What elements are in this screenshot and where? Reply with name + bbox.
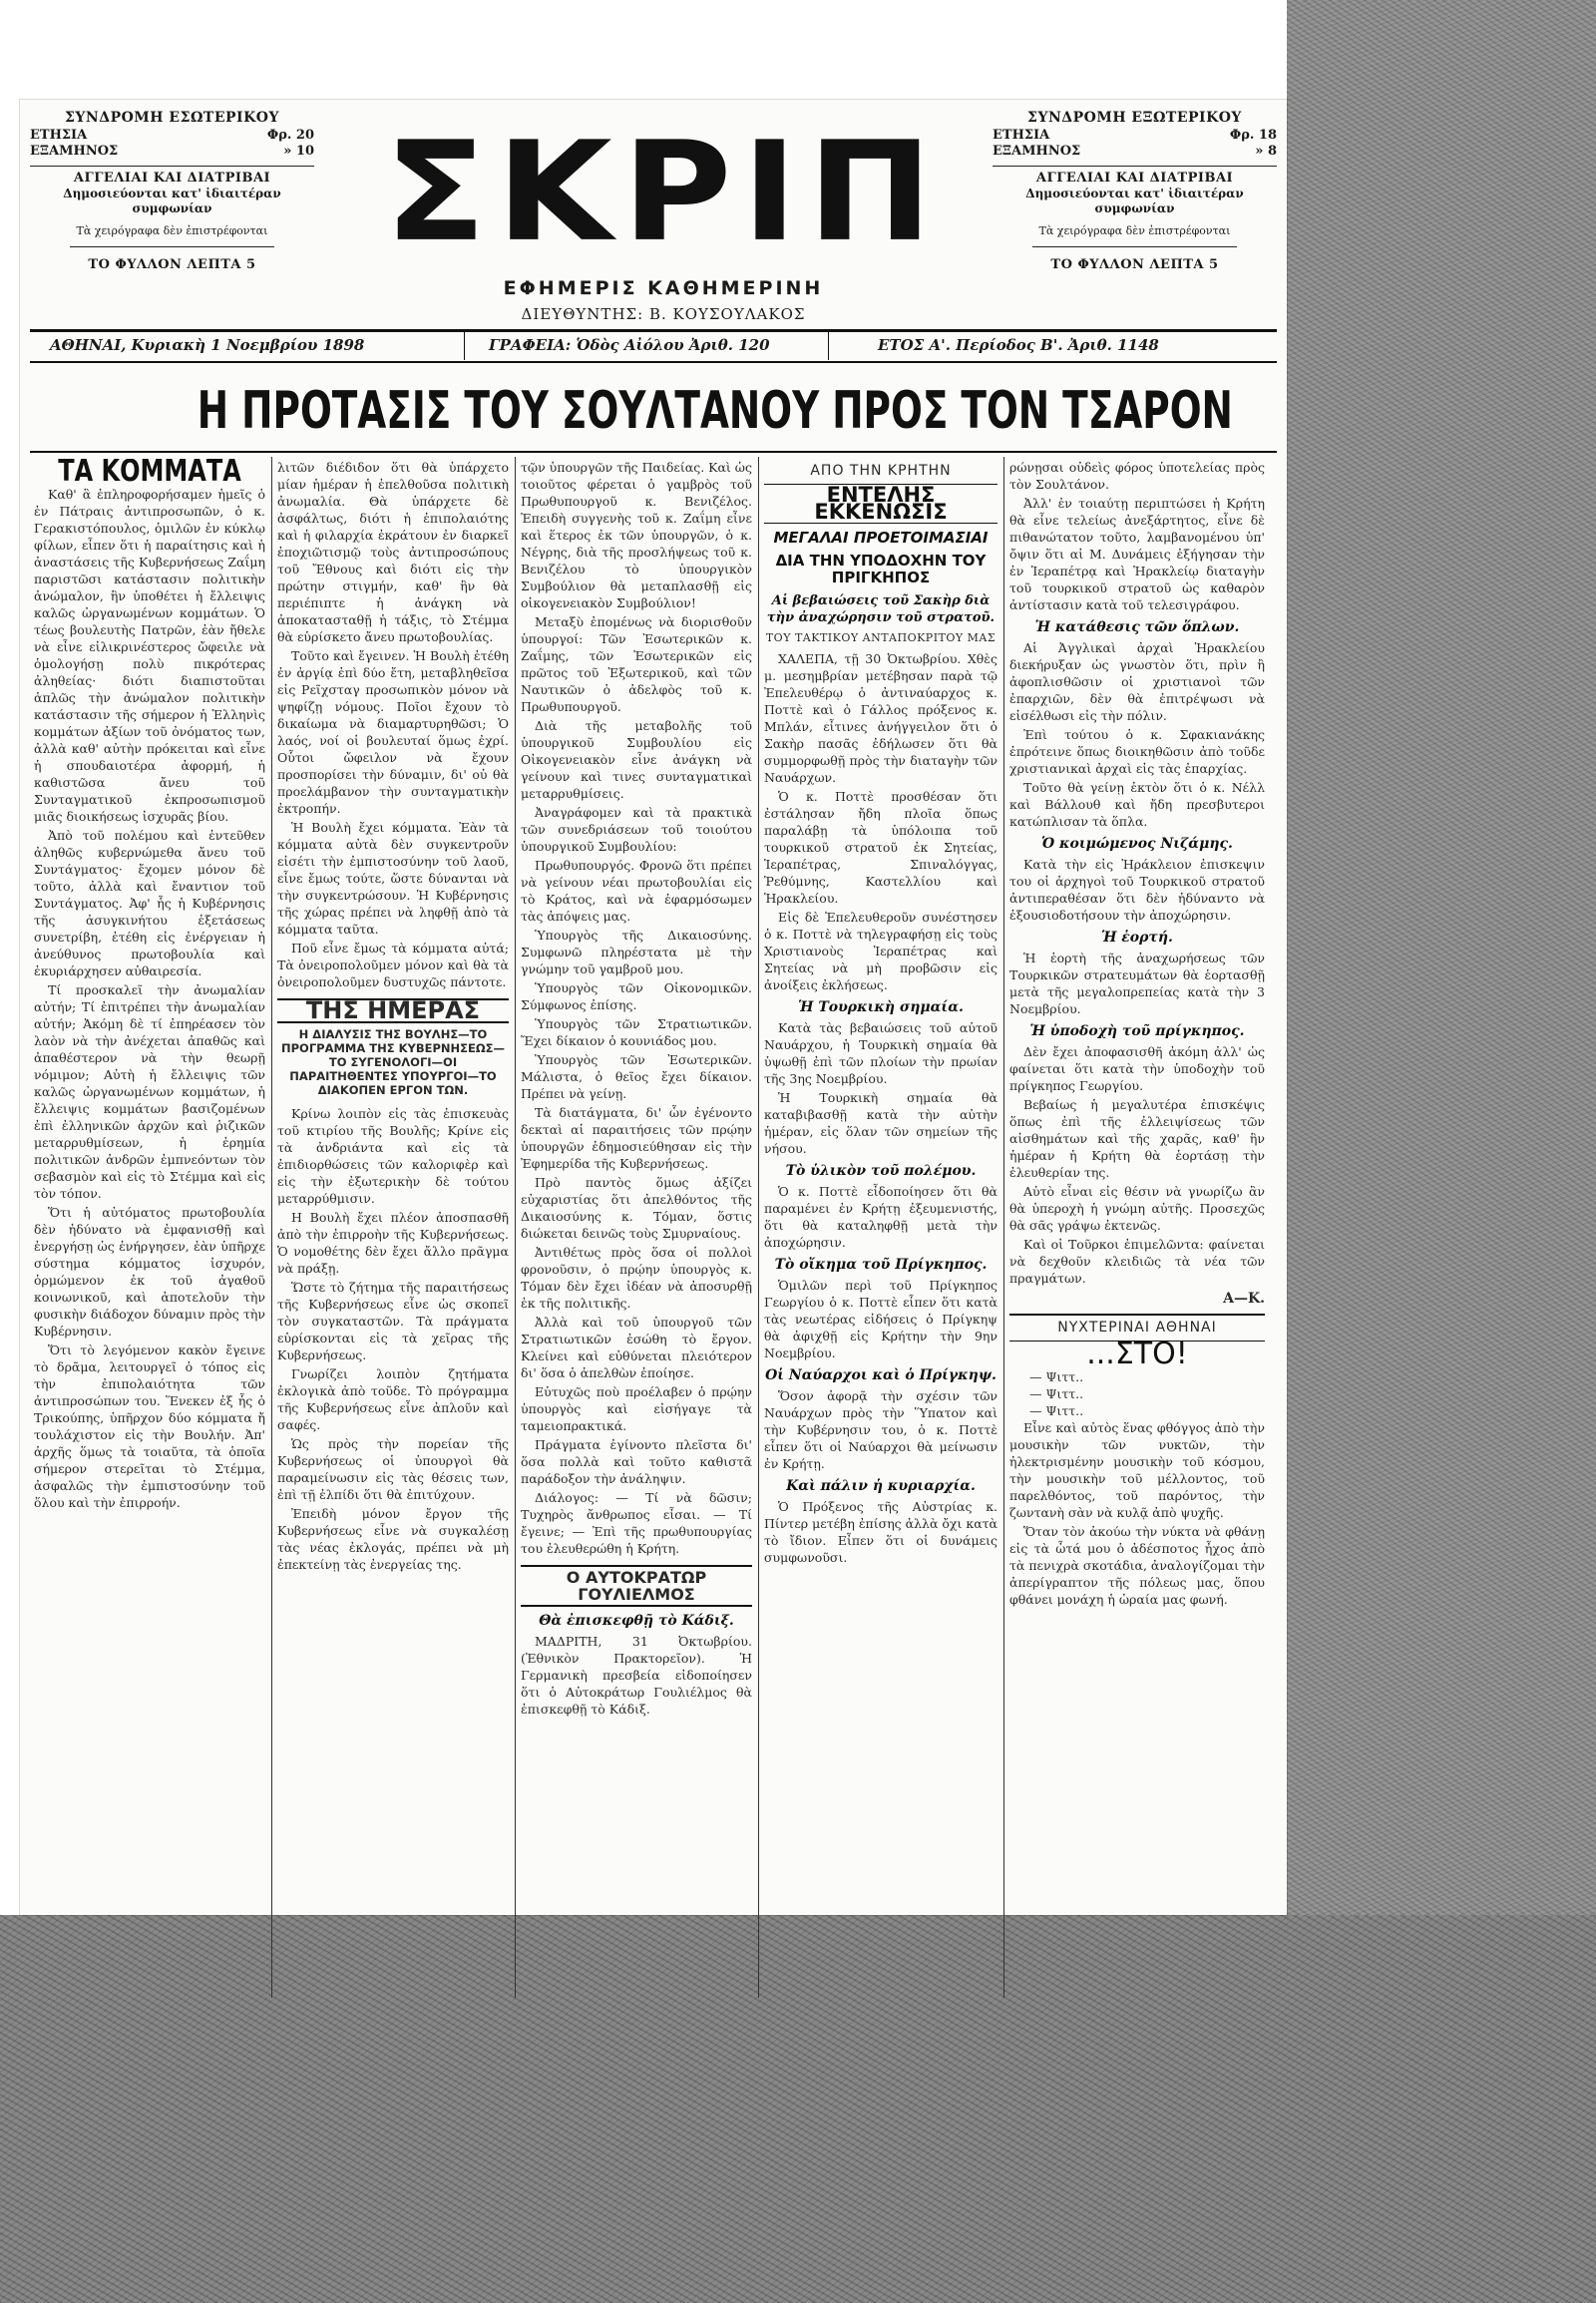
article-paragraph: Κρίνω λοιπὸν εἰς τὰς ἐπισκευὰς τοῦ κτιρίου τῆς Βουλῆς; Κρίνε εἰς τὰ ἀνδριάντα καὶ εἰς τὰ ἐπιδιορθώσεις τῶν καλοριφὲρ καὶ εἰς τὴν ἐξωτερικὴν δὲ τούτου μεταρρύθμισιν. <box>277 1106 509 1206</box>
column-3 <box>521 459 752 1995</box>
article-paragraph: Ἡ Βουλὴ ἔχει κόμματα. Ἐὰν τὰ κόμματα αὐτὰ δὲν συγκεντροῦν εἰσέτι τὴν ἐμπιστοσύνην τοῦ λαοῦ, εἶνε ἔμως τούτε, ὥστε δύνανται νὰ τὴν συγκεντρώσουν. Ἡ Κυβέρνησις τῆς χώρας πρέπει νὰ ληφθῇ ἀπὸ τὰ κόμματα ταῦτα. <box>277 820 509 937</box>
article-paragraph: Κατὰ τὴν εἰς Ἡράκλειον ἐπισκεψιν του οἱ ἀρχηγοὶ τοῦ Τουρκικοῦ στρατοῦ ἀντιπεραθέσαν ὅτι δὲν ἠδύναντο νὰ ἐξουσιοδοτήσουν τὴν ἀποχώρησιν. <box>1009 857 1265 923</box>
article-paragraph: Ποῦ εἶνε ἔμως τὰ κόμματα αὐτά; Τὰ ὀνειροπολοῦμεν μόνον καὶ θὰ τὰ ὀνειροπολοῦμεν δυστυχῶς πάντοτε. <box>277 941 509 989</box>
section-title: ΤΗΣ ΗΜΕΡΑΣ <box>277 998 509 1023</box>
article-paragraph: Πράγματα ἐγίνοντο πλεῖστα δι' ὅσα πολλὰ καὶ τοῦτο καθιστᾶ παράδοξον τὴν ἀνάληψιν. <box>521 1437 752 1486</box>
newspaper-page <box>20 100 1287 1915</box>
headline-rule <box>30 451 1277 453</box>
article-paragraph: Ὑπουργὸς τῶν Στρατιωτικῶν. Ἔχει δίκαιον ὁ κουνιάδος μου. <box>521 1016 752 1048</box>
article-paragraph: ρώνῃσαι οὐδεὶς φόρος ὑποτελείας πρὸς τὸν Σουλτάνον. <box>1009 460 1265 492</box>
subscription-title: ΣΥΝΔΡΟΜΗ ΕΞΩΤΕΡΙΚΟΥ <box>1027 110 1242 126</box>
article-paragraph: λιτῶν διέδιδον ὅτι θὰ ὑπάρχετο μίαν ἡμέραν ἡ ἐπελθοῦσα πολιτικὴ ἀνωμαλία. Θὰ ὑπάρχετε δὲ ἀσφάλτως, διότι ἡ ἐπιπολαιότης καὶ ἡ φιλαρχία ἐκράτουν ἐν διαρκεῖ ἐποχιῶτισμῷ τοὺς ἀντιπροσώπους τοῦ Ἔθνους καὶ διότι εἰς τὴν πρώτην στιγμήν, καθ' ἣν θὰ περιέπιπτε ἡ ἀνάγκη νὰ ἀποκατασταθῇ ἡ τάξις, τὸ Στέμμα θὰ εὑρίσκετο ἄνευ πρωτοβουλίας. <box>277 460 509 644</box>
column-divider <box>271 457 272 1998</box>
article-subhead: Οἱ Ναύαρχοι καὶ ὁ Πρίγκηψ. <box>765 1367 997 1383</box>
article-paragraph: Ὁ κ. Ποττὲ εἶδοποίησεν ὅτι θὰ παραμένει ἐν Κρήτῃ ἐξευμενιστής, ὅτι θὰ καταληφθῇ μετὰ τὴν ἀποχώρησιν. <box>764 1184 998 1250</box>
article-paragraph: Τί προσκαλεῖ τὴν ἀνωμαλίαν αὐτήν; Τί ἐπιτρέπει τὴν ἀνωμαλίαν αὐτήν; Ἀκόμη δὲ τί ἐπηρέασεν τὸν λαὸν νὰ τὴν ἀνέχεται ἀπαθῶς καὶ ἀπαθέστερον νὰ τὴν θεωρῇ νόμιμον; Αὐτὴ ἡ ἔλλειψις τῶν καλῶς ὠργανωμένων κομμάτων, ἡ ἔλλειψις κομμάτων βασιζομένων ἐπὶ ἐλληνικῶν ἀρχῶν καὶ ῥιζικῶν μεταρρυθμίσεων, ἡ ἐρημία πολιτικῶν ἀνδρῶν ἐμπνεόντων τὸν σεβασμὸν καὶ εἰς τὸ Στέμμα καὶ εἰς τὸν τόπον. <box>34 982 265 1201</box>
issue-price: ΤΟ ΦΥΛΛΟΝ ΛΕΠΤΑ 5 <box>1050 257 1219 272</box>
article-paragraph: Εὐτυχῶς ποὺ προέλαβεν ὁ πρῴην ὑπουργὸς καὶ εἰσήγαγε τὰ ταμειοπρακτικά. <box>521 1384 752 1433</box>
article-paragraph: Ὅσον ἀφορᾷ τὴν σχέσιν τῶν Ναυάρχων πρὸς τὴν Ὕπατον καὶ τὴν Κυβέρνησιν του, ὁ κ. Ποττὲ εἶπεν ὅτι οἱ Ναύαρχοι θὰ μείνωσιν ἐν Κρήτῃ. <box>764 1388 998 1471</box>
article-paragraph: Η Βουλὴ ἔχει πλέον ἀποσπασθῆ ἀπὸ τὴν ἐπιρροὴν τῆς Κυβερνήσεως. Ὁ νομοθέτης δὲν ἔχει ἄλλο πρᾶγμα νὰ πράξῃ. <box>277 1210 509 1276</box>
article-paragraph: Βεβαίως ἡ μεγαλυτέρα ἐπισκέψις ὅπως ἐπὶ τῆς ἐλλειψίσεως τῶν αἰσθημάτων καὶ τῆς χαρᾶς, καθ' ἣν ἡμέραν ἡ Κρήτη θὰ ἑορτάσῃ τὴν ἐλευθερίαν της. <box>1009 1097 1265 1180</box>
article-title: ΤΑ ΚΟΜΜΑΤΑ <box>58 459 241 489</box>
article-paragraph: Τοῦτο καὶ ἔγεινεν. Ἡ Βουλὴ ἐτέθη ἐν ἀργίᾳ ἐπὶ δύο ἔτη, μεταβληθεῖσα εἰς Ρεῖχσταγ προσωπικὸν μόνον νὰ ψηφίζῃ νόμους. Ποῖοι ἔχουν τὸ δικαίωμα νὰ διαμαρτυρηθῶσι; Ὁ λαός, νοί οἱ βουλευταί ὅμως ἐχρί. Οὗτοι ὤφειλον νὰ ἔχουν προσπορίσει τὴν δύναμιν, δι' οὐ θὰ προελάμβανον τὴν συνταγματικὴν ἐκτροπήν. <box>277 648 509 816</box>
manuscripts-note: Τὰ χειρόγραφα δὲν ἐπιστρέφονται <box>76 224 268 238</box>
section-title: Ο ΑΥΤΟΚΡΑΤΩΡ ΓΟΥΛΙΕΛΜΟΣ <box>521 1565 752 1607</box>
column-4 <box>764 459 998 1995</box>
article-subhead: Ὁ κοιμώμενος Νιζάμης. <box>1041 836 1233 852</box>
article-subhead: Τὸ ὑλικὸν τοῦ πολέμου. <box>785 1163 977 1179</box>
article-paragraph: Ὑπουργὸς τῶν Οἰκονομικῶν. Σύμφωνος ἐπίσης. <box>521 980 752 1012</box>
article-paragraph: Ἀλλ' ἐν τοιαύτῃ περιπτώσει ἡ Κρήτη θὰ εἶνε τελείως ἀνεξάρτητος, εἶνε δὲ πιθανώτατον τοῦτο, λαμβανομένου ὑπ' ὄψιν ὅτι αἱ Μ. Δυνάμεις ἐξήγησαν τὴν ἐν Ἱεραπέτρᾳ καὶ Ἡρακλείῳ διαταγὴν τοῦ τουρκικοῦ στρατοῦ ὡς καθαρὸν ἀντίστασιν κατὰ τοῦ τελεσιγράφου. <box>1009 496 1265 612</box>
article-subhead: Ἡ Τουρκικὴ σημαία. <box>798 999 964 1015</box>
article-paragraph: Εἰς δὲ Ἐπελευθεροῦν συνέστησεν ὁ κ. Ποττὲ νὰ τηλεγραφήσῃ εἰς τοὺς Χριστιανοὺς Ἱεραπέτρας καὶ Σητείας νὰ μὴ προβῶσιν εἰς ἀνοίξεις ἐκλήσεως. <box>764 910 998 992</box>
article-paragraph: Ἐπὶ τούτου ὁ κ. Σφακιανάκης ἐπρότεινε ὅπως διοικηθῶσιν ἀπὸ τοῦδε χριστιανικαὶ ἀρχαὶ εἰς τὰς ἐπαρχίας. <box>1009 727 1265 776</box>
subscription-title: ΣΥΝΔΡΟΜΗ ΕΣΩΤΕΡΙΚΟΥ <box>65 110 279 126</box>
article-paragraph: Τὰ διατάγματα, δι' ὧν ἐγένοντο δεκταὶ αἱ παραιτήσεις τῶν πρῴην ὑπουργῶν ἐδημοσιεύθησαν εἰς τὴν Ἐφημερίδα τῆς Κυβερνήσεως. <box>521 1105 752 1171</box>
column-divider <box>758 457 759 1998</box>
article-paragraph: ΜΑΔΡΙΤΗ, 31 Ὀκτωβρίου. (Ἐθνικὸν Πρακτορεῖον). Ἡ Γερμανικὴ πρεσβεία εἰδοποίησεν ὅτι ὁ Αὐτοκράτωρ Γουλιέλμος θὰ ἐπισκεφθῇ τὸ Κάδιξ. <box>521 1634 752 1717</box>
ads-title: ΑΓΓΕΛΙΑΙ ΚΑΙ ΔΙΑΤΡΙΒΑΙ <box>73 171 271 186</box>
office-address: ΓΡΑΦΕΙΑ: Ὁδὸς Αἰόλου Ἀριθ. 120 <box>489 336 770 354</box>
subscription-row: ΕΤΗΣΙΑ Φρ. 20 <box>30 127 314 143</box>
article-paragraph: Καὶ οἱ Τοῦρκοι ἐπιμελῶντα: φαίνεται νὰ δεχθοῦν κλειδιῶς τὰ νέα τῶν πραγμάτων. <box>1009 1237 1265 1286</box>
feature-title: ...ΣΤΟ! <box>1009 1341 1265 1362</box>
feature-line: — Ψιττ.. <box>1029 1386 1084 1401</box>
article-paragraph: Πρὸ παντὸς ὅμως ἀξίζει εὐχαριστίας ὅτι ἀπελθόντος τῆς Δικαιοσύνης κ. Τόμαν, ὅστις διώκεται δεινῶς τοὺς Σμυρναίους. <box>521 1175 752 1241</box>
article-paragraph: Ὥστε τὸ ζήτημα τῆς παραιτήσεως τῆς Κυβερνήσεως εἶνε ὡς σκοπεῖ τὸν συγκαταστῶν. Τὰ πράγματα εὑρίσκονται εἰς τὰ χεῖρας τῆς Κυβερνήσεως. <box>277 1280 509 1362</box>
subscription-box-foreign <box>993 110 1277 273</box>
article-subhead: Τὸ οἴκημα τοῦ Πρίγκηπος. <box>774 1257 988 1273</box>
ads-note: Δημοσιεύονται κατ' ἰδιαιτέραν συμφωνίαν <box>1025 187 1244 216</box>
article-paragraph: Ἀλλὰ καὶ τοῦ ὑπουργοῦ τῶν Στρατιωτικῶν ἐσώθη τὸ ἔργον. Κλείνει καὶ εὐθύνεται πλειότερον δι' ὅσα ὁ ἀπελθὼν ἐποίησε. <box>521 1315 752 1380</box>
manuscripts-note: Τὰ χειρόγραφα δὲν ἐπιστρέφονται <box>1038 224 1231 238</box>
article-paragraph: Ὁμιλῶν περὶ τοῦ Πρίγκηπος Γεωργίου ὁ κ. Ποττὲ εἶπεν ὅτι κατὰ τὰς νεωτέρας εἰδήσεις ὁ Πρίγκηψ θὰ ἀφιχθῇ εἰς Κρήτην τὴν 9ην Νοεμβρίου. <box>764 1278 998 1360</box>
feature-line: — Ψιττ.. <box>1029 1369 1084 1384</box>
column-5 <box>1009 459 1265 1995</box>
issue-date: ΑΘΗΝΑΙ, Κυριακὴ 1 Νοεμβρίου 1898 <box>50 336 365 354</box>
article-kicker: ΑΠΟ ΤΗΝ ΚΡΗΤΗΝ <box>810 463 952 479</box>
article-paragraph: Εἶνε καὶ αὐτὸς ἕνας φθόγγος ἀπὸ τὴν μουσικὴν τῶν νυκτῶν, τὴν ἠλεκτρισμένην μουσικὴν τοῦ κόσμου, τὴν μουσικὴν τοῦ μέλλοντος, τοῦ παρελθόντος, τοῦ παρόντος, τὴν ζωντανὴ σὰν νὰ κυλᾷ ἀπὸ ψυχῆς. <box>1009 1420 1265 1520</box>
article-paragraph: Κατὰ τὰς βεβαιώσεις τοῦ αὐτοῦ Ναυάρχου, ἡ Τουρκικὴ σημαία θὰ ὑψωθῇ ἐπὶ τῶν πλοίων τὴν πρωίαν τῆς 3ης Νοεμβρίου. <box>764 1020 998 1086</box>
article-title: ΕΝΤΕΛΗΣ ΕΚΚΕΝΩΣΙΣ <box>764 484 998 524</box>
article-paragraph: ΧΑΛΕΠΑ, τῇ 30 Ὀκτωβρίου. Χθὲς μ. μεσημβρίαν μετέβησαν παρὰ τῷ Ἐπελευθέρῳ ὁ ἀντιναύαρχος κ. Ποττὲ καὶ ὁ Γάλλος πρόξενος κ. Μπλάν, εἶτινες ἀνήγγειλον ὅτι ὁ Σακὴρ πασᾶς ἐδήλωσεν ὅτι θὰ συμμορφωθῇ πρὸς τὴν διαταγὴν τῶν Ναυάρχων. <box>764 651 998 785</box>
article-paragraph: Αἱ Ἀγγλικαὶ ἀρχαὶ Ἡρακλείου διεκήρυξαν ὡς γνωστὸν ὅτι, πρὶν ἢ ἀφοπλισθῶσιν οἱ χριστιανοὶ τῶν ἐπαρχιῶν, δὲν θὰ ἐπιτρέψωσι νὰ εἰσέλθωσι εἰς τὴν πόλιν. <box>1009 640 1265 723</box>
article-paragraph: τῷν ὑπουργῶν τῆς Παιδείας. Καὶ ὡς τοιοῦτος φέρεται ὁ γαμβρὸς τοῦ Πρωθυπουργοῦ κ. Βενιζέλος. Ἐπειδὴ συγγενὴς τοῦ κ. Ζαΐμη εἶνε καὶ ἕτερος ἐκ τῶν ὑπουργῶν, ὁ κ. Νέγρης, διὰ τῆς προσλήψεως τοῦ κ. Βενιζέλου τὸ ὑπουργικὸν Συμβούλιον θὰ μεταπλασθῇ εἰς οἰκογενειακὸν Συμβούλιον! <box>521 460 752 610</box>
article-paragraph: Ὑπουργὸς τῶν Ἐσωτερικῶν. Μάλιστα, ὁ θεῖος ἔχει δίκαιον. Πρέπει νὰ γείνῃ. <box>521 1052 752 1101</box>
article-subhead: Ἡ ὑποδοχὴ τοῦ πρίγκηπος. <box>1029 1023 1245 1039</box>
article-paragraph: Διὰ τῆς μεταβολῆς τοῦ ὑπουργικοῦ Συμβουλίου εἰς Οἰκογενειακὸν εἶνε ἀνάγκη νὰ γείνουν καὶ τινες συνταγματικαὶ μεταρρυθμίσεις. <box>521 718 752 801</box>
feature-line: — Ψιττ.. <box>1029 1403 1084 1418</box>
section-subtitle: Η ΔΙΑΛΥΣΙΣ ΤΗΣ ΒΟΥΛΗΣ—ΤΟ ΠΡΟΓΡΑΜΜΑ ΤΗΣ ΚΥΒΕΡΝΗΣΕΩΣ—ΤΟ ΣΥΓΕΝΟΛΟΓΙ—ΟΙ ΠΑΡΑΙΤΗΘΕΝΤΕΣ ΥΠΟΥΡΓΟΙ—ΤΟ ΔΙΑΚΟΠΕΝ ΕΡΓΟΝ ΤΩΝ. <box>281 1027 505 1097</box>
column-1 <box>34 459 265 1995</box>
article-paragraph: Ἡ Τουρκικὴ σημαία θὰ καταβιβασθῇ κατὰ τὴν αὐτὴν ἡμέραν, εἰς ὅλαν τῶν σημείων τῆς νήσου. <box>764 1090 998 1156</box>
article-paragraph: Ἡ ἑορτὴ τῆς ἀναχωρήσεως τῶν Τουρκικῶν στρατευμάτων θὰ ἑορτασθῇ μετὰ τῆς μεγαλοπρεπείας κατὰ τὴν 3 Νοεμβρίου. <box>1009 951 1265 1016</box>
article-lead: Αἱ βεβαιώσεις τοῦ Σακὴρ διὰ τὴν ἀναχώρησιν τοῦ στρατοῦ. <box>766 593 996 625</box>
article-paragraph: Ὅταν τὸν ἀκούω τὴν νύκτα νὰ φθάνῃ εἰς τὰ ὦτά μου ὁ ἀδέσποτος ἦχος ἀπὸ τὰ πενιχρὰ σκοτάδια, ἀναλογίζομαι τὴν ἀπερίγραπτον τῆς πόλεως μας, ὅπου φθάνει μονάχη ἡ ὡραία μας φωνή. <box>1009 1524 1265 1607</box>
column-divider <box>515 457 516 1998</box>
info-divider <box>464 332 465 360</box>
subscription-row: ΕΤΗΣΙΑ Φρ. 18 <box>993 127 1277 143</box>
article-subhead: Ἡ ἑορτή. <box>1101 930 1173 946</box>
article-paragraph: Ὁ κ. Ποττὲ προσθέσαν ὅτι ἐστάλησαν ἤδη πλοῖα ὅπως παραλάβῃ τὰ ὑπόλοιπα τοῦ τουρκικοῦ στρατοῦ ἐκ Σητείας, Ἱεραπέτρας, Σπιναλόγγας, Ῥεθύμνης, Καστελλίου καὶ Ἡρακλείου. <box>764 789 998 906</box>
column-divider <box>1003 457 1004 1998</box>
article-paragraph: Ὁ Πρόξενος τῆς Αὐστρίας κ. Πίντερ μετέβη ἐπίσης ἀλλὰ ὄχι κατὰ τὸ ἴδιον. Εἶπεν ὅτι οἱ δυνάμεις συμφωνοῦσι. <box>764 1499 998 1565</box>
article-paragraph: Γνωρίζει λοιπὸν ζητήματα ἐκλογικὰ ἀπὸ τοῦδε. Τὸ πρόγραμμα τῆς Κυβερνήσεως εἶνε ἀπλοῦν καὶ σαφές. <box>277 1366 509 1432</box>
masthead-rule-bottom <box>30 361 1277 363</box>
section-subtitle: Θὰ ἐπισκεφθῇ τὸ Κάδιξ. <box>539 1613 734 1629</box>
article-subhead: Ἡ κατάθεσις τῶν ὅπλων. <box>1034 619 1240 635</box>
article-paragraph: Διάλογος: — Τί νὰ δῶσιν; Τυχηρὸς ἄνθρωπος εἶσαι. — Τί ἔγεινε; — Ἐπὶ τῆς πρωθυπουργίας του ἐλευθερώθη ἡ Κρήτη. <box>521 1490 752 1556</box>
subscription-box-domestic <box>30 110 314 273</box>
article-paragraph: Ὅτι τὸ λεγόμενον κακὸν ἔγεινε τὸ δρᾶμα, λειτουργεῖ ὁ τόπος εἰς τὴν ἐπιπολαιότητα τῶν ἀντιπροσώπων του. Ἕνεκεν ἐξ ἧς ὁ Τρικούπης, ὑπῆρχον δύο κόμματα ἤ τουλάχιστον εἰς τὴν Βουλήν. Ἀπ' ἀρχῆς ὅμως τὰ τοιαῦτα, τὰ ὁποῖα σήμερον στερεῖται τὸ Στέμμα, ἀσφαλῶς τὴν ἐμπιστοσύνην τοῦ ὅλου καὶ τὴν ἐπιρροήν. <box>34 1343 265 1510</box>
feature-lines <box>1009 1368 1265 1419</box>
feature-kicker: ΝΥΧΤΕΡΙΝΑΙ ΑΘΗΝΑΙ <box>1057 1320 1217 1336</box>
subscription-row: ΕΞΑΜΗΝΟΣ » 10 <box>30 143 314 159</box>
article-subtitle-2: ΔΙΑ ΤΗΝ ΥΠΟΔΟΧΗΝ ΤΟΥ ΠΡΙΓΚΗΠΟΣ <box>775 552 987 586</box>
article-paragraph: Ὅτι ἡ αὐτόματος πρωτοβουλία δὲν ἠδύνατο νὰ ἐμφανισθῇ καὶ ἐνεργήσῃ ὡς ἐνήργησεν, ἐὰν ὑπῆρχε σύστημα κόμματος ἰσχυρόν, ὁρμώμενον ἐκ τοῦ ἀγαθοῦ κοινωνικοῦ, καὶ ἀποτελοῦν τὴν φυσικὴν διάδοχον δύναμιν πρὸς τὴν Κυβέρνησιν. <box>34 1205 265 1339</box>
article-signature: Α—Κ. <box>1223 1291 1265 1307</box>
article-paragraph: Ἐπειδὴ μόνον ἔργον τῆς Κυβερνήσεως εἶνε νὰ συγκαλέσῃ τὰς νέας ἐκλογάς, πρέπει νὰ μὴ ἐπεκτείνῃ τὰς ἐνεργείας της. <box>277 1506 509 1572</box>
article-paragraph: Ἀναγράφομεν καὶ τὰ πρακτικὰ τῶν συνεδριάσεων τοῦ τοιούτου ὑπουργικοῦ Συμβουλίου: <box>521 805 752 854</box>
article-paragraph: Ἀπὸ τοῦ πολέμου καὶ ἐντεῦθεν ἀληθῶς κυβερνώμεθα ἄνευ τοῦ Συντάγματος· ἔχομεν μόνον δὲ τοῦτο, ἀλλὰ καὶ ἔναντιον τοῦ Συντάγματος. Ἀφ' ἧς ἡ Κυβέρνησις τῆς ἀσυγκινήτου ἐξετάσεως συνετρίβη, ἐτέθη εἰς ἐνέργειαν ἡ ἀνεύθυνος πρωτοβουλία καὶ ἐκυριάρχησεν αὐθαιρεσία. <box>34 828 265 978</box>
article-paragraph: Μεταξὺ ἐπομένως νὰ διορισθοῦν ὑπουργοί: Τῶν Ἐσωτερικῶν κ. Ζαΐμης, τῶν Ἐσωτερικῶν εἰς πρῶτος τοῦ Ἐξωτερικοῦ, καὶ τῶν Ναυτικῶν ὁ ἀδελφὸς τοῦ κ. Πρωθυπουργοῦ. <box>521 614 752 714</box>
main-headline: Η ΠΡΟΤΑΣΙΣ ΤΟΥ ΣΟΥΛΤΑΝΟΥ ΠΡΟΣ ΤΟΝ ΤΣΑΡΟΝ <box>197 381 1233 441</box>
article-paragraph: Δὲν ἔχει ἀποφασισθῆ ἀκόμη ἀλλ' ὡς φαίνεται ὅτι κατὰ τὴν ὑποδοχὴν τοῦ πρίγκηπος Γεωργίου. <box>1009 1044 1265 1093</box>
issue-number: ΕΤΟΣ Α'. Περίοδος Β'. Ἀριθ. 1148 <box>878 336 1159 354</box>
article-paragraph: Ἀντιθέτως πρὸς ὅσα οἱ πολλοὶ φρονοῦσιν, ὁ πρῴην ὑπουργὸς κ. Τόμαν δὲν ἔχει ἰδέαν νὰ ἀποσυρθῇ ἐκ τῆς πολιτικῆς. <box>521 1245 752 1311</box>
article-paragraph: Πρωθυπουργός. Φρονῶ ὅτι πρέπει νὰ γείνουν νέαι πρωτοβουλίαι εἰς τὸ Κράτος, καὶ νὰ ἐφαρμόσωμεν τὰς ἀπόψεις μας. <box>521 858 752 924</box>
ads-title: ΑΓΓΕΛΙΑΙ ΚΑΙ ΔΙΑΤΡΙΒΑΙ <box>1035 171 1234 186</box>
article-subhead: Καὶ πάλιν ἡ κυριαρχία. <box>786 1478 976 1494</box>
article-paragraph: Τοῦτο θὰ γείνῃ ἐκτὸν ὅτι ὁ κ. Νέλλ καὶ Βάλλουθ καὶ ἤδη πρεσβυτεροι κατώπλισαν τὰ ὅπλα. <box>1009 780 1265 829</box>
newspaper-subtitle: ΕΦΗΜΕΡΙΣ ΚΑΘΗΜΕΡΙΝΗ <box>503 277 824 299</box>
ads-note: Δημοσιεύονται κατ' ἰδιαιτέραν συμφωνίαν <box>63 187 281 216</box>
article-subtitle: ΜΕΓΑΛΑΙ ΠΡΟΕΤΟΙΜΑΣΙΑΙ <box>773 529 989 547</box>
newspaper-director: ΔΙΕΥΘΥΝΤΗΣ: Β. ΚΟΥΣΟΥΛΑΚΟΣ <box>521 305 806 323</box>
masthead-rule-top <box>30 329 1277 332</box>
article-paragraph: Καθ' ἃ ἐπληροφορήσαμεν ἡμεῖς ὁ ἐν Πάτραις ἀντιπροσωπῶν, ὁ κ. Γερακιστόπουλος, ὁμιλῶν ἐν κύκλῳ φίλων, εἶπεν ὅτι ἡ παραίτησις καὶ ἡ ἀναστάσεις τῆς Κυβερνήσεως Ζαΐμη παριστῶσι κατάστασιν πολιτικὴν ἀνώμαλον, ἣν ὑποθέτει ἡ ἔλλειψις καλῶς ὠργανωμένων κομμάτων. Ὁ τέως βουλευτὴς Πατρῶν, ἐὰν ἤθελε νὰ εἶνε εἰλικρινέστερος ὤφειλε νὰ ὁμολογήσῃ πολὺ πικρότερας ἀληθείας· διότι διαπιστοῦται ἁπλῶς τὴν ἀνώμαλον πολιτικὴν κατάστασιν τῆς σήμερον ἡ Ἑλληνὶς κομμάτων ἀξίων τοῦ ὀνόματος των, ἀλλὰ καθ' αὐτὴν πρόκειται καὶ εἶνε ἡ σπουδαιοτέρα ἀφορμή, ἡ καθιστῶσα ἄνευ τοῦ Συνταγματικοῦ ἐκπροσωπισμοῦ μιᾶς διοικήσεως ἰσχυρᾶς βίου. <box>34 487 265 824</box>
subscription-row: ΕΞΑΜΗΝΟΣ » 8 <box>993 143 1277 159</box>
column-2 <box>277 459 509 1995</box>
article-paragraph: Ὡς πρὸς τὴν πορείαν τῆς Κυβερνήσεως οἱ ὑπουργοὶ θὰ παραμείνωσιν εἰς τὰς θέσεις των, ἐπὶ τῇ ἐλπίδι ὅτι θὰ ἐπιτύχουν. <box>277 1436 509 1502</box>
article-paragraph: Ὑπουργὸς τῆς Δικαιοσύνης. Συμφωνῶ πληρέστατα μὲ τὴν γνώμην τοῦ γαμβροῦ μου. <box>521 928 752 976</box>
article-paragraph: Αὐτὸ εἶναι εἰς θέσιν νὰ γνωρίζω ἂν θὰ ὑπεροχὴ ἡ γνώμη αὐτῆς. Προσεχῶς θὰ σᾶς γράψω ἐκτενῶς. <box>1009 1184 1265 1233</box>
issue-price: ΤΟ ΦΥΛΛΟΝ ΛΕΠΤΑ 5 <box>88 257 256 272</box>
info-divider <box>828 332 829 360</box>
newspaper-logo: ΣΚΡΙΠ <box>384 112 943 273</box>
article-byline: ΤΟΥ ΤΑΚΤΙΚΟΥ ΑΝΤΑΠΟΚΡΙΤΟΥ ΜΑΣ <box>765 631 997 644</box>
